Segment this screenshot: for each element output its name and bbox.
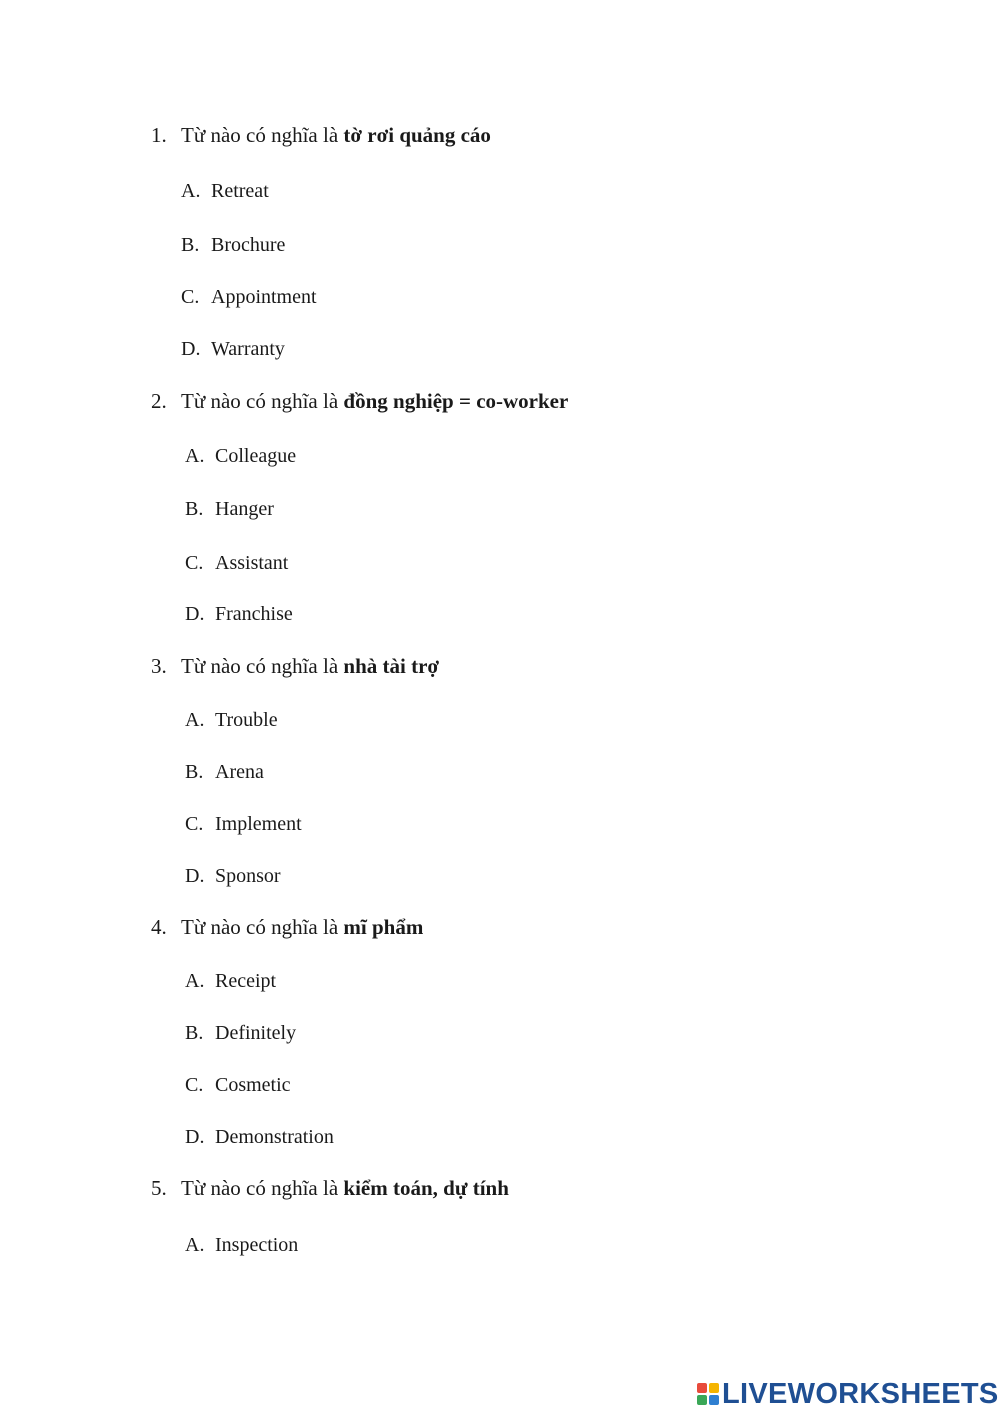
option-text: Appointment <box>211 286 317 308</box>
option-text: Sponsor <box>215 865 281 887</box>
option-text: Franchise <box>215 603 293 625</box>
answer-option-a[interactable] <box>185 1232 298 1258</box>
question-number: 5. <box>151 1176 167 1200</box>
question-keyword: nhà tài trợ <box>343 654 440 678</box>
option-letter: C. <box>185 1074 204 1096</box>
option-letter: D. <box>185 1126 205 1148</box>
option-text: Demonstration <box>215 1126 334 1148</box>
option-letter: C. <box>185 813 204 835</box>
option-letter: C. <box>181 286 200 308</box>
option-letter: D. <box>185 865 205 887</box>
option-text: Implement <box>215 813 302 835</box>
option-letter: B. <box>185 498 204 520</box>
logo-text: LIVEWORKSHEETS <box>722 1377 999 1410</box>
logo-square <box>697 1395 707 1405</box>
answer-option-a[interactable] <box>185 968 276 994</box>
answer-option-c[interactable] <box>185 1072 291 1098</box>
answer-option-b[interactable] <box>185 1020 296 1046</box>
answer-option-b[interactable] <box>185 759 264 785</box>
option-letter: D. <box>181 338 201 360</box>
logo-square <box>709 1383 719 1393</box>
option-text: Assistant <box>215 552 289 574</box>
answer-option-d[interactable] <box>185 863 281 889</box>
answer-option-d[interactable] <box>181 336 285 362</box>
option-text: Trouble <box>215 709 278 731</box>
option-letter: A. <box>185 970 205 992</box>
liveworksheets-logo-icon <box>697 1383 719 1405</box>
question-prefix: Từ nào có nghĩa là <box>181 123 344 147</box>
option-text: Hanger <box>215 498 274 520</box>
option-letter: C. <box>185 552 204 574</box>
question-number: 1. <box>151 123 167 147</box>
answer-option-a[interactable] <box>185 443 296 469</box>
option-text: Warranty <box>211 338 285 360</box>
question-keyword: kiểm toán, dự tính <box>343 1176 509 1200</box>
option-text: Inspection <box>215 1234 299 1256</box>
answer-option-c[interactable] <box>181 284 317 310</box>
question-number: 3. <box>151 654 167 678</box>
option-letter: B. <box>181 234 200 256</box>
answer-option-b[interactable] <box>181 232 285 258</box>
question-number: 4. <box>151 915 167 939</box>
question-text <box>181 1175 509 1201</box>
option-text: Definitely <box>215 1022 297 1044</box>
question-keyword: đồng nghiệp = co-worker <box>343 389 569 413</box>
question-text <box>181 653 439 679</box>
question-prefix: Từ nào có nghĩa là <box>181 1176 344 1200</box>
question-text <box>181 122 491 148</box>
question-number: 2. <box>151 389 167 413</box>
question-keyword: mĩ phẩm <box>343 915 424 939</box>
option-text: Brochure <box>211 234 286 256</box>
logo-square <box>709 1395 719 1405</box>
option-text: Colleague <box>215 445 297 467</box>
question-text <box>181 388 568 414</box>
question-text <box>181 914 423 940</box>
option-letter: B. <box>185 761 204 783</box>
question-keyword: tờ rơi quảng cáo <box>343 123 491 147</box>
logo-square <box>697 1383 707 1393</box>
answer-option-d[interactable] <box>185 1124 334 1150</box>
answer-option-a[interactable] <box>181 178 269 204</box>
answer-option-c[interactable] <box>185 811 302 837</box>
question-prefix: Từ nào có nghĩa là <box>181 915 344 939</box>
liveworksheets-logo[interactable] <box>697 1378 999 1410</box>
option-letter: A. <box>181 180 201 202</box>
option-letter: B. <box>185 1022 204 1044</box>
option-letter: A. <box>185 709 205 731</box>
option-letter: A. <box>185 445 205 467</box>
option-text: Receipt <box>215 970 277 992</box>
option-text: Cosmetic <box>215 1074 291 1096</box>
answer-option-d[interactable] <box>185 601 293 627</box>
answer-option-a[interactable] <box>185 707 278 733</box>
answer-option-c[interactable] <box>185 550 288 576</box>
option-letter: D. <box>185 603 205 625</box>
question-prefix: Từ nào có nghĩa là <box>181 654 344 678</box>
answer-option-b[interactable] <box>185 496 274 522</box>
option-letter: A. <box>185 1234 205 1256</box>
question-prefix: Từ nào có nghĩa là <box>181 389 344 413</box>
option-text: Retreat <box>211 180 269 202</box>
option-text: Arena <box>215 761 264 783</box>
